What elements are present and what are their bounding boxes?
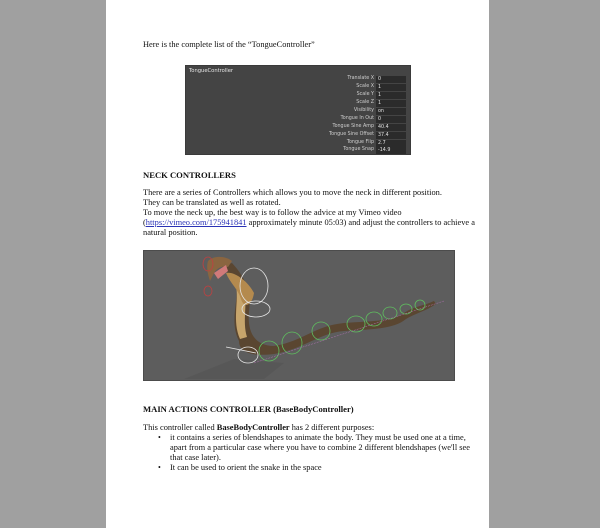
- attribute-value-field[interactable]: 1: [376, 92, 406, 99]
- attribute-label: Translate X: [347, 76, 374, 81]
- bullet-icon: •: [158, 433, 161, 442]
- attribute-label: Tongue Flip: [346, 140, 374, 145]
- paragraph-line: natural position.: [143, 228, 198, 237]
- attribute-label: Visibility: [353, 108, 374, 113]
- attribute-value-field[interactable]: 1: [376, 84, 406, 91]
- attribute-row[interactable]: [186, 99, 410, 107]
- attribute-value-field[interactable]: 2.7: [376, 140, 406, 147]
- attribute-row[interactable]: [186, 146, 410, 154]
- attribute-row[interactable]: [186, 91, 410, 99]
- bullet-line: apart from a particular case where you have to combine 2 different blendshapes (we'll see: [170, 443, 470, 452]
- intro-text: has 2 different purposes:: [289, 423, 375, 432]
- attribute-value-field[interactable]: 40.4: [376, 124, 406, 131]
- paragraph-line: They can be translated as well as rotated.: [143, 198, 281, 207]
- attribute-row[interactable]: [186, 123, 410, 131]
- paren-open: (: [143, 218, 146, 227]
- attribute-row[interactable]: [186, 131, 410, 139]
- attribute-value-field[interactable]: 37.4: [376, 132, 406, 139]
- attribute-label: Tongue Sine Offset: [329, 132, 374, 137]
- controller-name: BaseBodyController: [216, 423, 290, 432]
- bullet-line: that case later).: [170, 453, 221, 462]
- main-actions-intro: [143, 423, 374, 433]
- attribute-label: Tongue Snap: [343, 147, 374, 152]
- attribute-row[interactable]: [186, 107, 410, 115]
- vimeo-link[interactable]: https://vimeo.com/175941841: [145, 218, 247, 227]
- attribute-row[interactable]: [186, 115, 410, 123]
- main-actions-heading: MAIN ACTIONS CONTROLLER (BaseBodyController): [143, 404, 354, 414]
- attribute-label: Tongue Sine Amp: [332, 124, 374, 129]
- attribute-label: Tongue In Out: [340, 116, 374, 121]
- paragraph-line-with-link: [143, 218, 475, 228]
- attribute-label: Scale Y: [356, 92, 374, 97]
- paragraph-line: There are a series of Controllers which allows you to move the neck in different position.: [143, 188, 442, 197]
- cobra-rig-image: [143, 250, 455, 381]
- channel-box-title: TongueController: [189, 68, 234, 74]
- paragraph-line: To move the neck up, the best way is to follow the advice at my Vimeo video: [143, 208, 402, 217]
- attribute-row[interactable]: [186, 75, 410, 83]
- attribute-label: Scale Z: [356, 100, 374, 105]
- intro-text: This controller called: [143, 423, 217, 432]
- attribute-row[interactable]: [186, 83, 410, 91]
- bullet-icon: •: [158, 463, 161, 472]
- bullet-line: It can be used to orient the snake in the space: [170, 463, 322, 472]
- attribute-value-field[interactable]: 0: [376, 76, 406, 83]
- neck-controllers-heading: NECK CONTROLLERS: [143, 170, 236, 180]
- attribute-value-field[interactable]: 1: [376, 100, 406, 107]
- attribute-label: Scale X: [356, 84, 374, 89]
- channel-box-panel: [185, 65, 411, 155]
- attribute-value-field[interactable]: 0: [376, 116, 406, 123]
- attribute-value-field[interactable]: on: [376, 108, 406, 115]
- bullet-line: it contains a series of blendshapes to animate the body. They must be used one at a time,: [170, 433, 466, 442]
- attribute-value-field[interactable]: -14.9: [376, 147, 406, 154]
- paragraph-text: approximately minute 05:03) and adjust the controllers to achieve a: [246, 218, 475, 227]
- intro-text: Here is the complete list of the “TongueController”: [143, 40, 315, 49]
- cobra-illustration: [144, 251, 454, 380]
